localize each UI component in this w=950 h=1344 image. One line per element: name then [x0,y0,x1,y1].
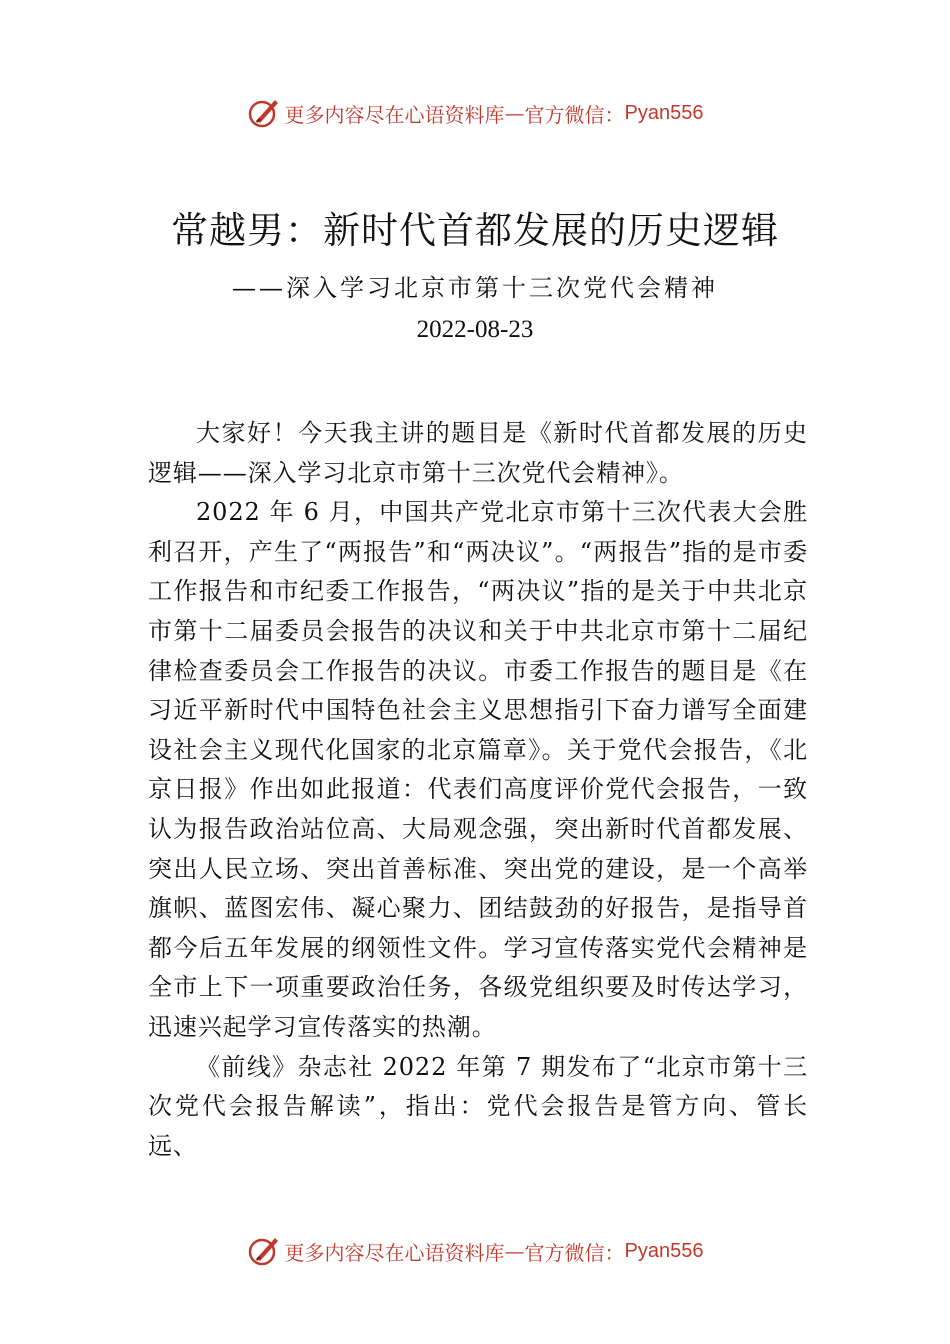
banner-separator: — [504,1239,525,1263]
document-body [148,414,808,1166]
wechat-label: 官方微信： [524,1240,625,1265]
document-date: 2022-08-23 [416,316,534,343]
wechat-label: 官方微信： [524,102,625,127]
wechat-id: Pyan556 [624,1239,704,1262]
paragraph: 大家好！今天我主讲的题目是《新时代首都发展的历史逻辑——深入学习北京市第十三次党代会精神》。 [148,419,808,487]
banner-separator: — [504,101,525,125]
paragraph: 《前线》杂志社 2022 年第 7 期发布了“北京市第十三次党代会报告解读”，指出：党代会报告是管方向、管长远、 [148,1052,808,1160]
banner-text: 更多内容尽在心语资料库 [284,102,505,127]
wechat-id: Pyan556 [624,101,704,124]
banner-text: 更多内容尽在心语资料库 [284,1240,505,1265]
footer-banner [0,1234,950,1268]
paragraph: 2022 年 6 月，中国共产党北京市第十三次代表大会胜利召开，产生了“两报告”和“两决议”。“两报告”指的是市委工作报告和市纪委工作报告，“两决议”指的是关于中共北京市第十二届委员会报告的决议和关于中共北京市第十二届纪律检查委员会工作报告的决议。市委工作报告的题目是《在习近平新时代中国特色社会主义思想指引下奋力谱写全面建设社会主义现代化国家的北京篇章》。关于党代会报告，《北京日报》作出如此报道：代表们高度评价党代会报告，一致认为报告政治站位高、大局观念强，突出新时代首都发展、突出人民立场、突出首善标准、突出党的建设，是一个高举旗帜、蓝图宏伟、凝心聚力、团结鼓劲的好报告，是指导首都今后五年发展的纲领性文件。学习宣传落实党代会精神是全市上下一项重要政治任务，各级党组织要及时传达学习，迅速兴起学习宣传落实的热潮。 [148,498,808,1041]
document-title: 常越男：新时代首都发展的历史逻辑 [171,209,779,252]
pen-feather-logo-icon [247,1234,281,1268]
document-subtitle: ——深入学习北京市第十三次党代会精神 [232,274,718,302]
pen-feather-logo-icon [247,96,281,130]
header-banner [0,96,950,130]
